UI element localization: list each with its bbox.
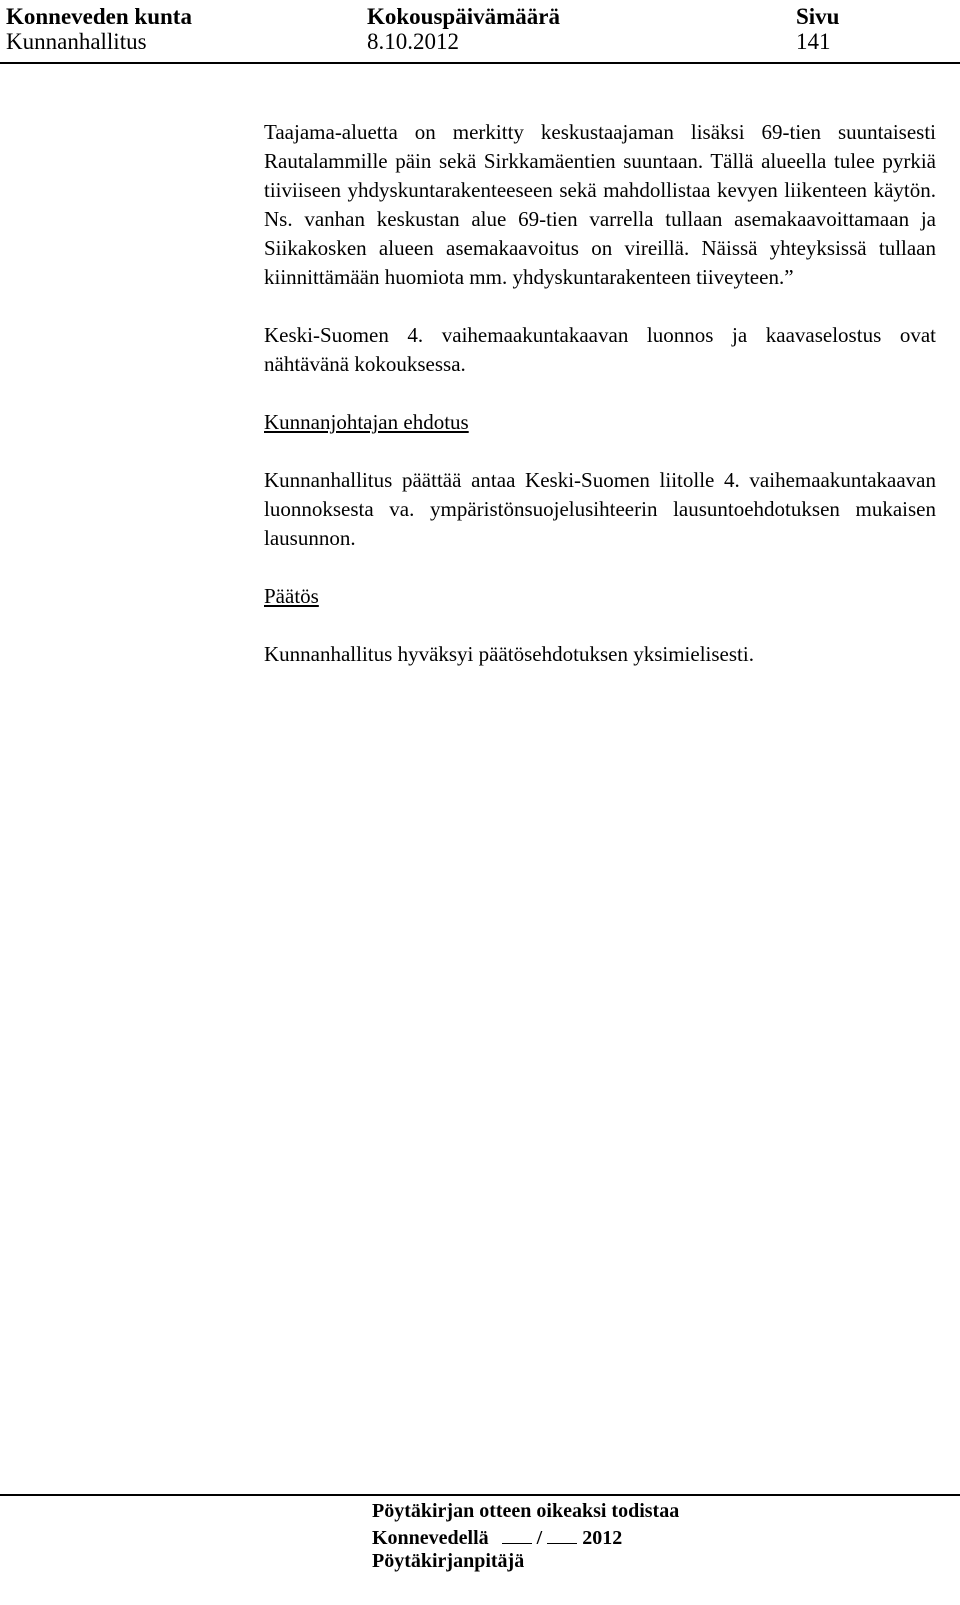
paragraph-land-use: Taajama-aluetta on merkitty keskustaajaman lisäksi 69-tien suuntaisesti Rautalammille päin sekä Sirkkamäentien suuntaan. Tällä alueella tulee pyrkiä tiiviiseen yhdyskuntarakenteeseen sekä mahdollistaa kevyen liikenteen käytön. Ns. vanhan keskustan alue 69-tien varrella tullaan asemakaavoittamaan ja Siikakosken alueen asemakaavoitus on vireillä. Näissä yhteyksissä tullaan kiinnittämään huomiota mm. yhdyskuntarakenteen tiiveyteen.” <box>264 120 936 289</box>
document-body <box>264 118 936 669</box>
month-blank <box>547 1525 577 1544</box>
day-blank <box>502 1525 532 1544</box>
signer-title: Pöytäkirjanpitäjä <box>372 1550 525 1572</box>
certification-text: Pöytäkirjan otteen oikeaksi todistaa <box>372 1500 680 1522</box>
organization-name: Konneveden kunta <box>6 4 192 29</box>
footer-divider <box>0 1494 960 1496</box>
certification-place: Konnevedellä <box>372 1527 489 1549</box>
body-name: Kunnanhallitus <box>6 29 147 54</box>
meeting-date: 8.10.2012 <box>367 29 459 54</box>
proposal-text: Kunnanhallitus päättää antaa Keski-Suomen liitolle 4. vaihemaakuntakaavan luonnoksesta va. ympäristönsuojelusihteerin lausuntoehdotuksen mukaisen lausunnon. <box>264 468 936 550</box>
page-label: Sivu <box>796 4 840 29</box>
proposal-heading: Kunnanjohtajan ehdotus <box>264 410 469 434</box>
header-divider <box>0 62 960 64</box>
certification-place-date <box>372 1525 622 1550</box>
date-separator: / <box>536 1527 543 1549</box>
page-number: 141 <box>796 29 831 54</box>
certification-year: 2012 <box>582 1527 623 1549</box>
decision-heading: Päätös <box>264 584 319 608</box>
decision-text: Kunnanhallitus hyväksyi päätösehdotuksen yksimielisesti. <box>264 642 754 666</box>
paragraph-plan-availability: Keski-Suomen 4. vaihemaakuntakaavan luonnos ja kaavaselostus ovat nähtävänä kokouksessa. <box>264 323 936 376</box>
meeting-date-label: Kokouspäivämäärä <box>367 4 560 29</box>
